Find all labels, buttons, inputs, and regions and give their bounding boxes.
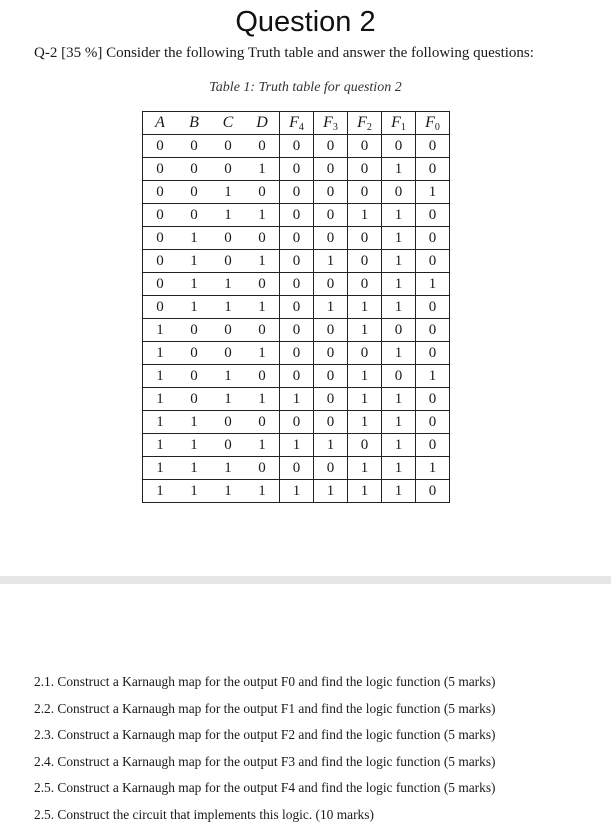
table-row [143, 411, 450, 434]
table-header-row [143, 112, 450, 135]
cell-f1: 1 [382, 273, 416, 296]
cell-f3: 0 [314, 181, 348, 204]
cell-f3: 1 [314, 296, 348, 319]
cell-f0: 0 [416, 480, 450, 503]
cell-f2: 1 [348, 480, 382, 503]
cell-c: 1 [211, 480, 245, 503]
cell-d: 1 [245, 250, 280, 273]
cell-f4: 0 [280, 296, 314, 319]
cell-c: 1 [211, 457, 245, 480]
header-letter: F [289, 113, 299, 131]
cell-d: 0 [245, 365, 280, 388]
cell-f3: 0 [314, 158, 348, 181]
cell-b: 0 [177, 135, 211, 158]
table-row [143, 250, 450, 273]
cell-d: 1 [245, 296, 280, 319]
cell-f2: 1 [348, 388, 382, 411]
cell-f0: 1 [416, 457, 450, 480]
cell-f3: 1 [314, 434, 348, 457]
cell-a: 1 [143, 388, 178, 411]
cell-a: 0 [143, 227, 178, 250]
table-row [143, 365, 450, 388]
cell-d: 1 [245, 434, 280, 457]
cell-f3: 0 [314, 227, 348, 250]
cell-f1: 1 [382, 158, 416, 181]
cell-d: 1 [245, 158, 280, 181]
table-row [143, 204, 450, 227]
cell-b: 1 [177, 480, 211, 503]
cell-f0: 0 [416, 135, 450, 158]
header-input-d: D [245, 112, 280, 135]
cell-f3: 0 [314, 365, 348, 388]
question-item: 2.2. Construct a Karnaugh map for the output F1 and find the logic function (5 marks) [34, 700, 496, 716]
cell-f2: 0 [348, 227, 382, 250]
cell-f0: 0 [416, 296, 450, 319]
cell-f4: 0 [280, 204, 314, 227]
cell-c: 0 [211, 411, 245, 434]
table-row [143, 480, 450, 503]
cell-f0: 0 [416, 319, 450, 342]
table-row [143, 135, 450, 158]
truth-table-body [143, 135, 450, 503]
cell-f4: 0 [280, 250, 314, 273]
cell-f2: 0 [348, 342, 382, 365]
cell-f4: 0 [280, 365, 314, 388]
table-row [143, 457, 450, 480]
cell-f1: 1 [382, 342, 416, 365]
cell-f2: 1 [348, 296, 382, 319]
cell-a: 1 [143, 342, 178, 365]
header-output-f1 [382, 112, 416, 135]
cell-f1: 1 [382, 204, 416, 227]
cell-f1: 0 [382, 319, 416, 342]
cell-f3: 1 [314, 480, 348, 503]
truth-table [142, 111, 450, 503]
cell-f1: 0 [382, 181, 416, 204]
cell-f4: 0 [280, 227, 314, 250]
cell-d: 1 [245, 204, 280, 227]
cell-f0: 0 [416, 204, 450, 227]
cell-b: 0 [177, 388, 211, 411]
question-item: 2.1. Construct a Karnaugh map for the output F0 and find the logic function (5 marks) [34, 674, 496, 689]
cell-c: 1 [211, 365, 245, 388]
cell-f2: 0 [348, 434, 382, 457]
cell-a: 1 [143, 434, 178, 457]
cell-f0: 0 [416, 434, 450, 457]
question-item: 2.3. Construct a Karnaugh map for the output F2 and find the logic function (5 marks) [34, 727, 496, 743]
cell-f0: 0 [416, 158, 450, 181]
cell-b: 0 [177, 342, 211, 365]
header-subscript: 0 [434, 121, 440, 133]
header-input-c: C [211, 112, 245, 135]
cell-a: 0 [143, 135, 178, 158]
question-item: 2.4. Construct a Karnaugh map for the output F3 and find the logic function (5 marks) [34, 753, 496, 769]
cell-a: 1 [143, 411, 178, 434]
cell-f1: 1 [382, 296, 416, 319]
cell-f1: 0 [382, 135, 416, 158]
question-list [34, 669, 496, 829]
cell-b: 1 [177, 273, 211, 296]
cell-f3: 0 [314, 388, 348, 411]
cell-f2: 1 [348, 457, 382, 480]
cell-c: 1 [211, 273, 245, 296]
table-row [143, 227, 450, 250]
cell-f4: 0 [280, 135, 314, 158]
cell-b: 0 [177, 181, 211, 204]
cell-f4: 1 [280, 434, 314, 457]
cell-f0: 0 [416, 250, 450, 273]
cell-b: 1 [177, 457, 211, 480]
table-row [143, 342, 450, 365]
question-item: 2.5. Construct a Karnaugh map for the output F4 and find the logic function (5 marks) [34, 780, 496, 796]
cell-f1: 1 [382, 388, 416, 411]
cell-f1: 1 [382, 227, 416, 250]
cell-f4: 0 [280, 273, 314, 296]
cell-c: 0 [211, 319, 245, 342]
cell-a: 1 [143, 457, 178, 480]
cell-c: 0 [211, 342, 245, 365]
cell-f1: 1 [382, 457, 416, 480]
table-row [143, 296, 450, 319]
header-input-b: B [177, 112, 211, 135]
table-row [143, 388, 450, 411]
cell-d: 0 [245, 227, 280, 250]
cell-c: 0 [211, 434, 245, 457]
cell-f4: 1 [280, 480, 314, 503]
cell-b: 0 [177, 319, 211, 342]
cell-a: 0 [143, 204, 178, 227]
cell-f4: 0 [280, 181, 314, 204]
page-title: Question 2 [235, 6, 376, 38]
question-item: 2.5. Construct the circuit that implements this logic. (10 marks) [34, 806, 374, 822]
cell-f4: 0 [280, 158, 314, 181]
cell-d: 0 [245, 319, 280, 342]
cell-c: 0 [211, 135, 245, 158]
cell-a: 0 [143, 181, 178, 204]
cell-f4: 0 [280, 457, 314, 480]
cell-d: 0 [245, 457, 280, 480]
header-letter: F [391, 113, 401, 131]
table-row [143, 181, 450, 204]
header-output-f2 [348, 112, 382, 135]
header-subscript: 3 [332, 121, 338, 133]
header-subscript: 2 [366, 121, 372, 133]
cell-a: 1 [143, 319, 178, 342]
cell-a: 0 [143, 296, 178, 319]
cell-a: 0 [143, 250, 178, 273]
cell-f2: 1 [348, 204, 382, 227]
cell-d: 0 [245, 181, 280, 204]
cell-b: 1 [177, 434, 211, 457]
cell-f3: 0 [314, 204, 348, 227]
table-caption: Table 1: Truth table for question 2 [209, 80, 402, 95]
cell-f4: 0 [280, 319, 314, 342]
cell-c: 0 [211, 227, 245, 250]
cell-a: 1 [143, 480, 178, 503]
cell-f3: 0 [314, 319, 348, 342]
header-letter: F [323, 113, 333, 131]
cell-d: 0 [245, 411, 280, 434]
cell-f3: 1 [314, 250, 348, 273]
cell-f2: 1 [348, 365, 382, 388]
cell-b: 1 [177, 411, 211, 434]
cell-f0: 0 [416, 388, 450, 411]
cell-f2: 0 [348, 250, 382, 273]
page-divider [0, 576, 611, 584]
cell-f3: 0 [314, 273, 348, 296]
cell-f1: 1 [382, 250, 416, 273]
cell-d: 1 [245, 480, 280, 503]
header-letter: F [425, 113, 435, 131]
cell-b: 1 [177, 227, 211, 250]
cell-f1: 1 [382, 480, 416, 503]
cell-f4: 1 [280, 388, 314, 411]
table-row [143, 273, 450, 296]
cell-f3: 0 [314, 457, 348, 480]
cell-f4: 0 [280, 411, 314, 434]
cell-d: 1 [245, 388, 280, 411]
cell-b: 0 [177, 365, 211, 388]
cell-f2: 0 [348, 158, 382, 181]
cell-f0: 1 [416, 181, 450, 204]
cell-d: 0 [245, 273, 280, 296]
cell-f0: 0 [416, 411, 450, 434]
cell-f2: 1 [348, 319, 382, 342]
cell-f3: 0 [314, 135, 348, 158]
header-input-a: A [143, 112, 178, 135]
cell-a: 1 [143, 365, 178, 388]
cell-f0: 1 [416, 273, 450, 296]
cell-f1: 1 [382, 411, 416, 434]
cell-c: 1 [211, 204, 245, 227]
cell-f0: 1 [416, 365, 450, 388]
cell-a: 0 [143, 158, 178, 181]
cell-f0: 0 [416, 227, 450, 250]
header-output-f0 [416, 112, 450, 135]
cell-f2: 0 [348, 181, 382, 204]
cell-f2: 0 [348, 135, 382, 158]
table-row [143, 319, 450, 342]
cell-f3: 0 [314, 411, 348, 434]
cell-b: 0 [177, 158, 211, 181]
cell-a: 0 [143, 273, 178, 296]
cell-c: 0 [211, 158, 245, 181]
cell-f4: 0 [280, 342, 314, 365]
cell-f2: 0 [348, 273, 382, 296]
cell-d: 0 [245, 135, 280, 158]
header-output-f3 [314, 112, 348, 135]
cell-d: 1 [245, 342, 280, 365]
cell-f2: 1 [348, 411, 382, 434]
cell-c: 0 [211, 250, 245, 273]
header-letter: F [357, 113, 367, 131]
header-output-f4 [280, 112, 314, 135]
table-row [143, 434, 450, 457]
cell-b: 1 [177, 296, 211, 319]
cell-f1: 0 [382, 365, 416, 388]
table-row [143, 158, 450, 181]
cell-b: 1 [177, 250, 211, 273]
cell-c: 1 [211, 388, 245, 411]
header-subscript: 4 [298, 121, 304, 133]
cell-c: 1 [211, 181, 245, 204]
cell-f1: 1 [382, 434, 416, 457]
cell-b: 0 [177, 204, 211, 227]
cell-f0: 0 [416, 342, 450, 365]
cell-c: 1 [211, 296, 245, 319]
cell-f3: 0 [314, 342, 348, 365]
question-intro: Q-2 [35 %] Consider the following Truth table and answer the following questions: [34, 45, 534, 61]
header-subscript: 1 [400, 121, 406, 133]
